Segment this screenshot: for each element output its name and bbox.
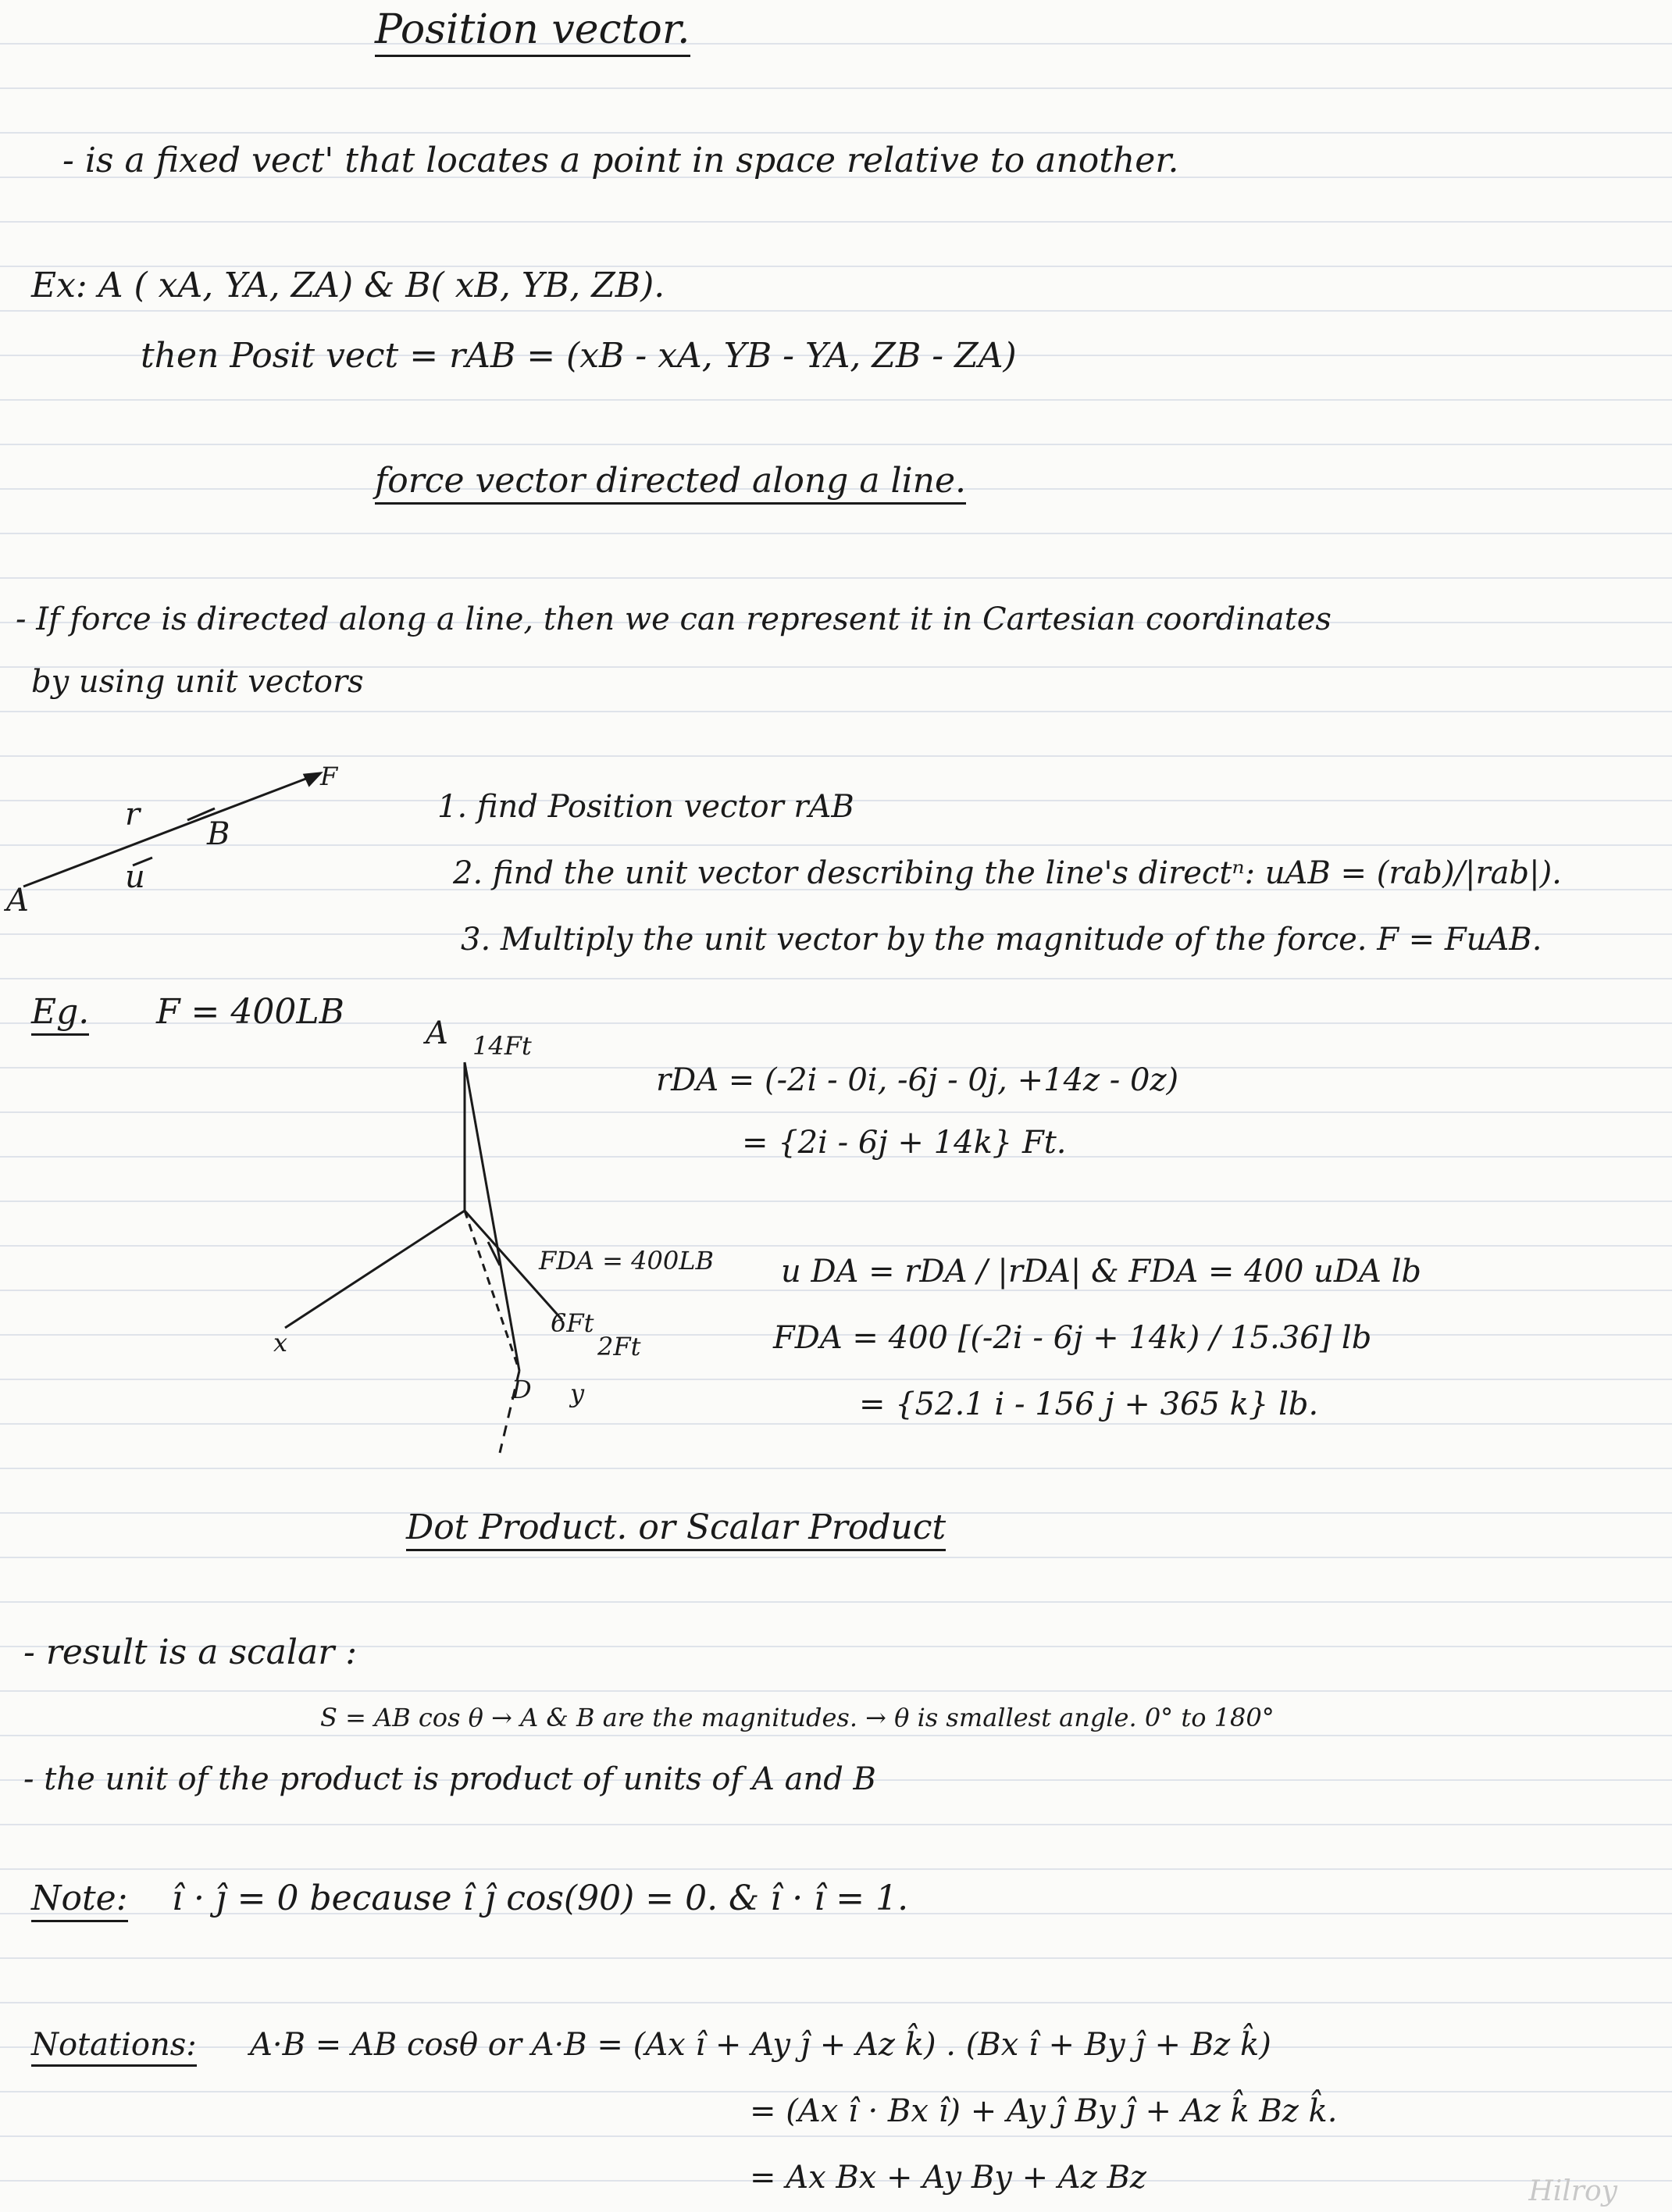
- page-title: Position vector.: [375, 6, 690, 57]
- step-1: 1. find Position vector rAB: [437, 789, 854, 825]
- diagram1-label-u: u: [125, 859, 145, 895]
- diagram2-label-2ft: 2Ft: [597, 1332, 641, 1361]
- force-text-1: - If force is directed along a line, then we can represent it in Cartesian coordinates: [16, 601, 1332, 637]
- diagram2-label-d: D: [512, 1375, 532, 1404]
- diagram2-label-a: A: [426, 1015, 448, 1051]
- dot-product-line-1: - result is a scalar :: [23, 1632, 358, 1672]
- diagram2-label-fda: FDA = 400LB: [539, 1246, 714, 1275]
- diagram1-label-f: F: [320, 762, 338, 791]
- notations-label: Notations:: [31, 2027, 197, 2067]
- force-text-2: by using unit vectors: [31, 664, 364, 700]
- diagram2-label-14ft: 14Ft: [472, 1031, 532, 1061]
- dot-product-formula: S = AB cos θ → A & B are the magnitudes. → θ is smallest angle. 0° to 180°: [320, 1703, 1274, 1732]
- step-3: 3. Multiply the unit vector by the magnitude of the force. F = FuAB.: [461, 922, 1542, 958]
- dashed-line: [465, 1211, 519, 1371]
- force-arrowhead: [305, 773, 320, 785]
- line-ab: [23, 773, 320, 887]
- diagram2-label-y: y: [570, 1379, 585, 1408]
- calc-line-1: rDA = (-2i - 0i, -6j - 0j, +14z - 0z): [656, 1062, 1179, 1098]
- diagram1-label-b: B: [207, 816, 230, 852]
- example-label: Eg.: [31, 992, 89, 1036]
- example-line-1: Ex: A ( xA, YA, ZA) & B( xB, YB, ZB).: [31, 266, 665, 305]
- dot-product-title: Dot Product. or Scalar Product: [406, 1507, 946, 1551]
- watermark: Hilroy: [1528, 2175, 1617, 2207]
- step-2: 2. find the unit vector describing the line's directⁿ: uAB = (rab)/|rab|).: [453, 855, 1562, 891]
- example-force: F = 400LB: [156, 992, 344, 1032]
- notations-line-2: = (Ax î · Bx î) + Ay ĵ By ĵ + Az k̂ Bz k̂.: [750, 2093, 1338, 2129]
- diagram2-label-6ft: 6Ft: [551, 1308, 594, 1338]
- calc-line-2: = {2i - 6j + 14k} Ft.: [742, 1125, 1067, 1161]
- note-text: î · ĵ = 0 because î ĵ cos(90) = 0. & î · î = 1.: [172, 1878, 909, 1918]
- force-line-ad: [465, 1062, 519, 1371]
- example-line-2: then Posit vect = rAB = (xB - xA, YB - YA, ZB - ZA): [141, 336, 1017, 376]
- x-axis: [285, 1211, 465, 1328]
- dot-product-line-2: - the unit of the product is product of units of A and B: [23, 1761, 876, 1797]
- definition-text: - is a fixed vect' that locates a point in space relative to another.: [62, 141, 1179, 180]
- diagram1-label-a: A: [6, 883, 29, 919]
- calc-line-4: FDA = 400 [(-2i - 6j + 14k) / 15.36] lb: [773, 1320, 1372, 1356]
- note-label: Note:: [31, 1878, 128, 1922]
- section-subtitle: force vector directed along a line.: [375, 461, 966, 505]
- line-diagram: [23, 773, 320, 887]
- notations-line-3: = Ax Bx + Ay By + Az Bz: [750, 2160, 1146, 2196]
- diagram1-label-r: r: [125, 797, 141, 833]
- calc-line-3: u DA = rDA / |rDA| & FDA = 400 uDA lb: [781, 1254, 1421, 1290]
- calc-line-5: = {52.1 i - 156 j + 365 k} lb.: [859, 1386, 1319, 1422]
- notations-line-1: A·B = AB cosθ or A·B = (Ax î + Ay ĵ + Az k̂) . (Bx î + By ĵ + Bz k̂): [250, 2027, 1271, 2063]
- diagram2-label-x: x: [273, 1328, 288, 1358]
